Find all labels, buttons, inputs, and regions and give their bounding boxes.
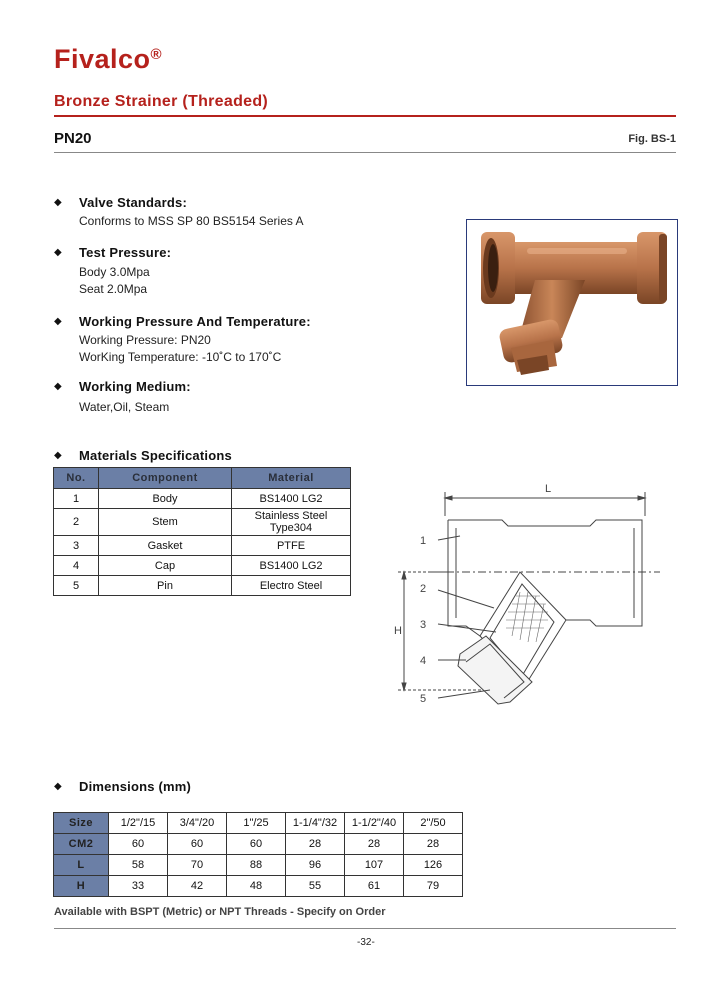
table-cell: 4 — [54, 556, 99, 576]
footer-divider — [54, 928, 676, 929]
pressure-class: PN20 — [54, 130, 92, 147]
table-header-row — [54, 468, 351, 489]
table-cell: 55 — [286, 876, 345, 897]
registered-mark: ® — [150, 46, 163, 63]
working-temperature-text: WorKing Temperature: -10˚C to 170˚C — [79, 350, 282, 364]
table-cell: Electro Steel — [232, 576, 351, 596]
materials-table — [53, 467, 351, 596]
part-label: 4 — [420, 655, 427, 667]
column-header: No. — [54, 468, 99, 489]
bullet-icon: ◆ — [54, 247, 62, 258]
table-row — [54, 876, 463, 897]
table-row — [54, 489, 351, 509]
table-cell: Pin — [99, 576, 232, 596]
table-row — [54, 834, 463, 855]
row-header: H — [54, 876, 109, 897]
test-pressure-heading: Test Pressure: — [79, 245, 172, 260]
table-cell: Stem — [99, 509, 232, 536]
table-cell: 1/2"/15 — [109, 813, 168, 834]
bronze-strainer-image — [467, 220, 677, 385]
bullet-icon: ◆ — [54, 316, 62, 327]
working-medium-text: Water,Oil, Steam — [79, 400, 170, 414]
table-row — [54, 536, 351, 556]
bullet-icon: ◆ — [54, 381, 62, 392]
table-cell: 107 — [345, 855, 404, 876]
table-cell: Stainless Steel Type304 — [232, 509, 351, 536]
product-photo — [466, 219, 678, 386]
part-label: 5 — [420, 693, 427, 705]
table-cell: 70 — [168, 855, 227, 876]
row-header: Size — [54, 813, 109, 834]
table-cell: 28 — [286, 834, 345, 855]
table-cell: Cap — [99, 556, 232, 576]
table-cell: 1 — [54, 489, 99, 509]
table-cell: 79 — [404, 876, 463, 897]
valve-standards-text: Conforms to MSS SP 80 BS5154 Series A — [79, 214, 304, 228]
label-l: L — [545, 483, 552, 495]
brand-logo: Fivalco® — [54, 44, 163, 74]
table-cell: 28 — [404, 834, 463, 855]
column-header: Component — [99, 468, 232, 489]
table-cell: 28 — [345, 834, 404, 855]
technical-drawing — [390, 476, 680, 716]
table-row — [54, 855, 463, 876]
valve-standards-heading: Valve Standards: — [79, 195, 187, 210]
table-cell: 58 — [109, 855, 168, 876]
table-cell: 88 — [227, 855, 286, 876]
table-cell: 33 — [109, 876, 168, 897]
part-label: 3 — [420, 619, 427, 631]
table-row — [54, 576, 351, 596]
table-row — [54, 556, 351, 576]
table-cell: 48 — [227, 876, 286, 897]
part-label: 1 — [420, 535, 427, 547]
table-cell: Body — [99, 489, 232, 509]
table-cell: 1"/25 — [227, 813, 286, 834]
row-header: CM2 — [54, 834, 109, 855]
dimensions-heading: Dimensions (mm) — [79, 779, 192, 794]
table-cell: 61 — [345, 876, 404, 897]
table-cell: 1-1/4"/32 — [286, 813, 345, 834]
table-cell: 60 — [227, 834, 286, 855]
table-row — [54, 813, 463, 834]
table-cell: BS1400 LG2 — [232, 556, 351, 576]
working-pressure-heading: Working Pressure And Temperature: — [79, 314, 311, 329]
row-header: L — [54, 855, 109, 876]
footer-note: Available with BSPT (Metric) or NPT Threads - Specify on Order — [54, 906, 386, 918]
table-cell: 3 — [54, 536, 99, 556]
table-cell: 126 — [404, 855, 463, 876]
table-cell: BS1400 LG2 — [232, 489, 351, 509]
dimensions-table — [53, 812, 463, 897]
table-cell: 60 — [109, 834, 168, 855]
table-cell: 2"/50 — [404, 813, 463, 834]
table-cell: 1-1/2"/40 — [345, 813, 404, 834]
table-cell: 60 — [168, 834, 227, 855]
test-pressure-seat: Seat 2.0Mpa — [79, 282, 148, 296]
part-label: 2 — [420, 583, 427, 595]
working-pressure-text: Working Pressure: PN20 — [79, 333, 211, 347]
materials-heading: Materials Specifications — [79, 448, 232, 463]
table-cell: Gasket — [99, 536, 232, 556]
page-number: -32- — [357, 937, 375, 948]
table-cell: 5 — [54, 576, 99, 596]
bullet-icon: ◆ — [54, 450, 62, 461]
bullet-icon: ◆ — [54, 197, 62, 208]
test-pressure-body: Body 3.0Mpa — [79, 265, 150, 279]
table-cell: 3/4"/20 — [168, 813, 227, 834]
working-medium-heading: Working Medium: — [79, 379, 191, 394]
header-divider — [54, 152, 676, 153]
figure-reference: Fig. BS-1 — [628, 133, 676, 145]
product-title: Bronze Strainer (Threaded) — [54, 93, 269, 110]
bullet-icon: ◆ — [54, 781, 62, 792]
label-h: H — [394, 625, 402, 637]
column-header: Material — [232, 468, 351, 489]
table-cell: 96 — [286, 855, 345, 876]
table-cell: 2 — [54, 509, 99, 536]
table-row — [54, 509, 351, 536]
table-cell: PTFE — [232, 536, 351, 556]
title-divider — [54, 115, 676, 117]
table-cell: 42 — [168, 876, 227, 897]
